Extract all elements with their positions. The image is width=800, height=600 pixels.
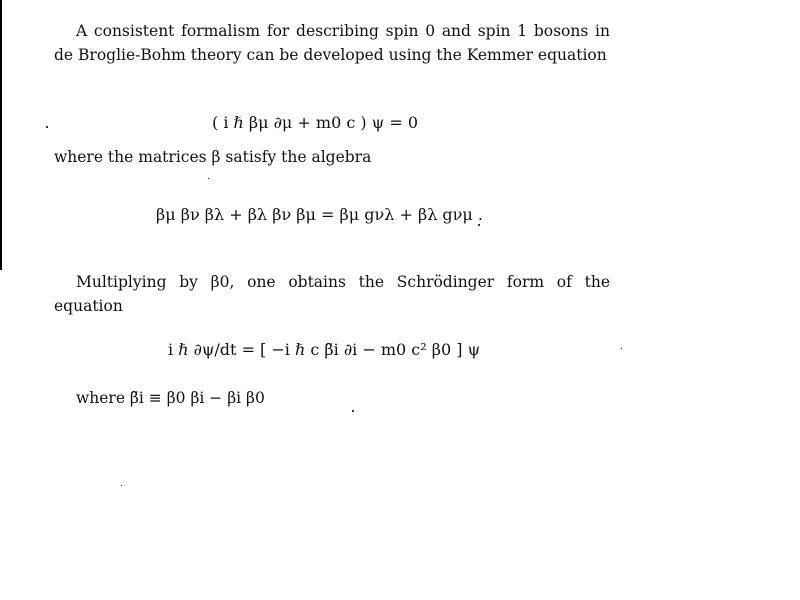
scan-speck: [121, 485, 122, 486]
equation-algebra-text: βμ βν βλ + βλ βν βμ = βμ gνλ + βλ gνμ .: [156, 205, 483, 224]
equation-schrodinger: [168, 340, 480, 359]
scan-speck: [46, 126, 48, 128]
scan-speck: [208, 178, 209, 179]
equation-kemmer: [212, 113, 418, 132]
paragraph-definition-text: where β̃i ≡ β0 βi − βi β0: [76, 389, 265, 407]
page-edge-rule: [0, 0, 2, 270]
paragraph-schrodinger-text: Multiplying by β0, one obtains the Schrödinger form of the equation: [54, 273, 610, 315]
scan-speck: [478, 224, 480, 226]
scan-speck: [621, 348, 622, 349]
paragraph-intro: [54, 20, 610, 67]
paragraph-definition: [54, 387, 610, 411]
equation-kemmer-text: ( i ℏ βμ ∂μ + m0 c ) ψ = 0: [212, 113, 419, 132]
scan-speck: [352, 410, 354, 412]
paragraph-schrodinger: [54, 271, 610, 318]
paragraph-algebra-text: where the matrices β satisfy the algebra: [54, 148, 372, 166]
paragraph-algebra: [54, 146, 610, 170]
equation-schrodinger-text: i ℏ ∂ψ/dt = [ −i ℏ c β̃i ∂i − m0 c² β0 ] ψ: [168, 340, 481, 359]
equation-algebra: [156, 205, 483, 224]
paragraph-intro-text: A consistent formalism for describing spin 0 and spin 1 bosons in de Broglie-Bohm theory can be developed using the Kemmer equation: [54, 22, 610, 64]
